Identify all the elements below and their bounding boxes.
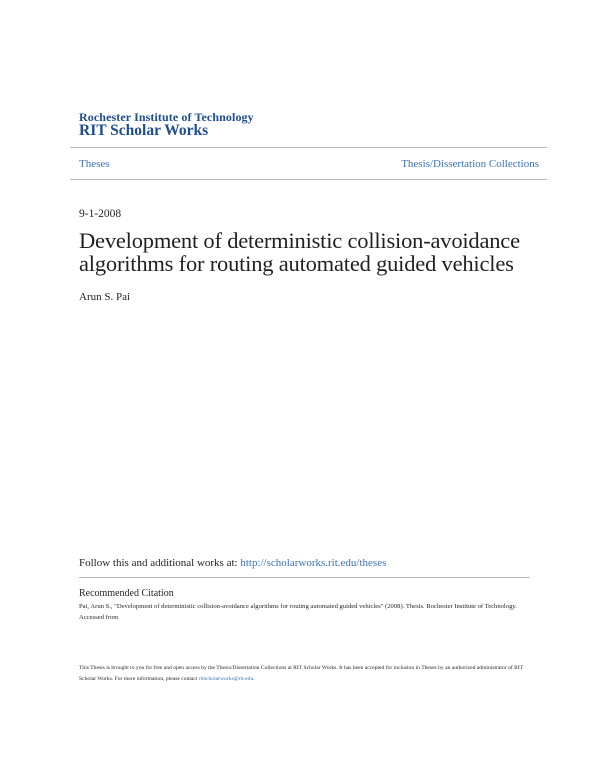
header-divider-bottom (70, 179, 547, 180)
collections-link[interactable]: Thesis/Dissertation Collections (401, 158, 539, 170)
author-name: Arun S. Pai (79, 291, 131, 303)
notice-text: This Thesis is brought to you for free and open access by the Thesis/Dissertation Collections at RIT Scholar Works. It has been accepted for inclusion in Theses by an authorized administrator of RIT Scholar Works. For more information, please contact (79, 665, 523, 682)
theses-link[interactable]: Theses (79, 158, 110, 170)
repository-name: RIT Scholar Works (79, 122, 209, 139)
institution-name: Rochester Institute of Technology (79, 110, 254, 124)
recommended-citation-heading: Recommended Citation (79, 588, 174, 599)
notice-suffix: . (253, 675, 255, 682)
citation-text: Pai, Arun S., "Development of deterministic collision-avoidance algorithms for routing automated guided vehicles" (2008). Thesis. Rochester Institute of Technology. Accessed from (79, 603, 517, 621)
publication-date: 9-1-2008 (79, 208, 122, 220)
document-title: Development of deterministic collision-avoidance algorithms for routing automated guided vehicles (79, 228, 520, 276)
follow-line (79, 557, 386, 569)
follow-prefix: Follow this and additional works at: (79, 557, 241, 569)
contact-email-link[interactable]: ritscholarworks@rit.edu (198, 675, 254, 682)
access-notice (79, 663, 529, 684)
header-divider-top (70, 147, 547, 148)
citation-divider (79, 577, 530, 578)
theses-url-link[interactable]: http://scholarworks.rit.edu/theses (240, 557, 387, 569)
